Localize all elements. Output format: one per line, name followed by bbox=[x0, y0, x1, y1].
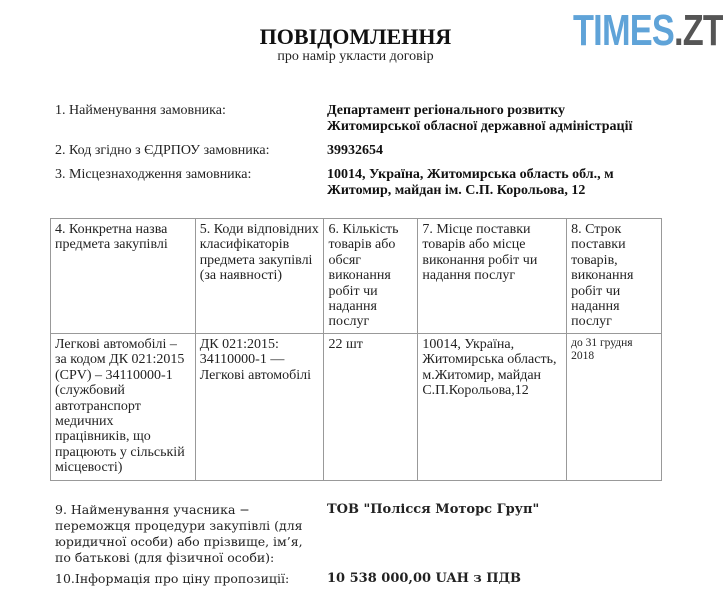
table-header-row bbox=[51, 219, 662, 334]
winner-value: ТОВ "Полісся Моторс Груп" bbox=[327, 502, 540, 517]
table-cell: 22 шт bbox=[324, 334, 418, 481]
customer-name-label: 1. Найменування замовника: bbox=[55, 103, 226, 118]
customer-name-value: Департамент регіонального розвитку Житомирської обласної державної адміністрації bbox=[327, 103, 633, 134]
price-value: 10 538 000,00 UAH з ПДВ bbox=[327, 571, 522, 586]
edrpou-value: 39932654 bbox=[327, 143, 383, 158]
header-cell: 7. Місце поставки товарів або місце виконання робіт чи надання послуг bbox=[418, 219, 567, 334]
table-cell: 10014, Україна, Житомирська область, м.Житомир, майдан С.П.Корольова,12 bbox=[418, 334, 567, 481]
winner-label: 9. Найменування учасника − переможця процедури закупівлі (для юридичної особи) або прізвище, ім’я, по батькові (для фізичної особи): bbox=[55, 502, 303, 565]
price-label: 10.Інформація про ціну пропозиції: bbox=[55, 571, 290, 586]
customer-address-value: 10014, Україна, Житомирська область обл., м Житомир, майдан ім. С.П. Корольова, 12 bbox=[327, 167, 614, 198]
times-zt-logo: TIMES.ZT bbox=[573, 6, 723, 55]
document-subtitle: про намір укласти договір bbox=[277, 49, 434, 64]
procurement-table bbox=[50, 218, 662, 481]
table-cell: Легкові автомобілі – за кодом ДК 021:2015 (CPV) – 34110000-1 (службовий автотранспорт медичних працівників, що працюють у сільській місцевості) bbox=[51, 334, 196, 481]
header-cell: 6. Кількість товарів або обсяг виконання робіт чи надання послуг bbox=[324, 219, 418, 334]
document-title: ПОВІДОМЛЕННЯ bbox=[259, 24, 452, 49]
header-cell: 4. Конкретна назва предмета закупівлі bbox=[51, 219, 196, 334]
header-cell: 5. Коди відповідних класифікаторів предмета закупівлі (за наявності) bbox=[195, 219, 324, 334]
table-row bbox=[51, 334, 662, 481]
header-cell: 8. Строк поставки товарів, виконання робіт чи надання послуг bbox=[567, 219, 662, 334]
table-cell: до 31 грудня 2018 bbox=[567, 334, 662, 481]
customer-address-label: 3. Місцезнаходження замовника: bbox=[55, 167, 252, 182]
table-cell: ДК 021:2015: 34110000-1 — Легкові автомобілі bbox=[195, 334, 324, 481]
edrpou-label: 2. Код згідно з ЄДРПОУ замовника: bbox=[55, 143, 270, 158]
